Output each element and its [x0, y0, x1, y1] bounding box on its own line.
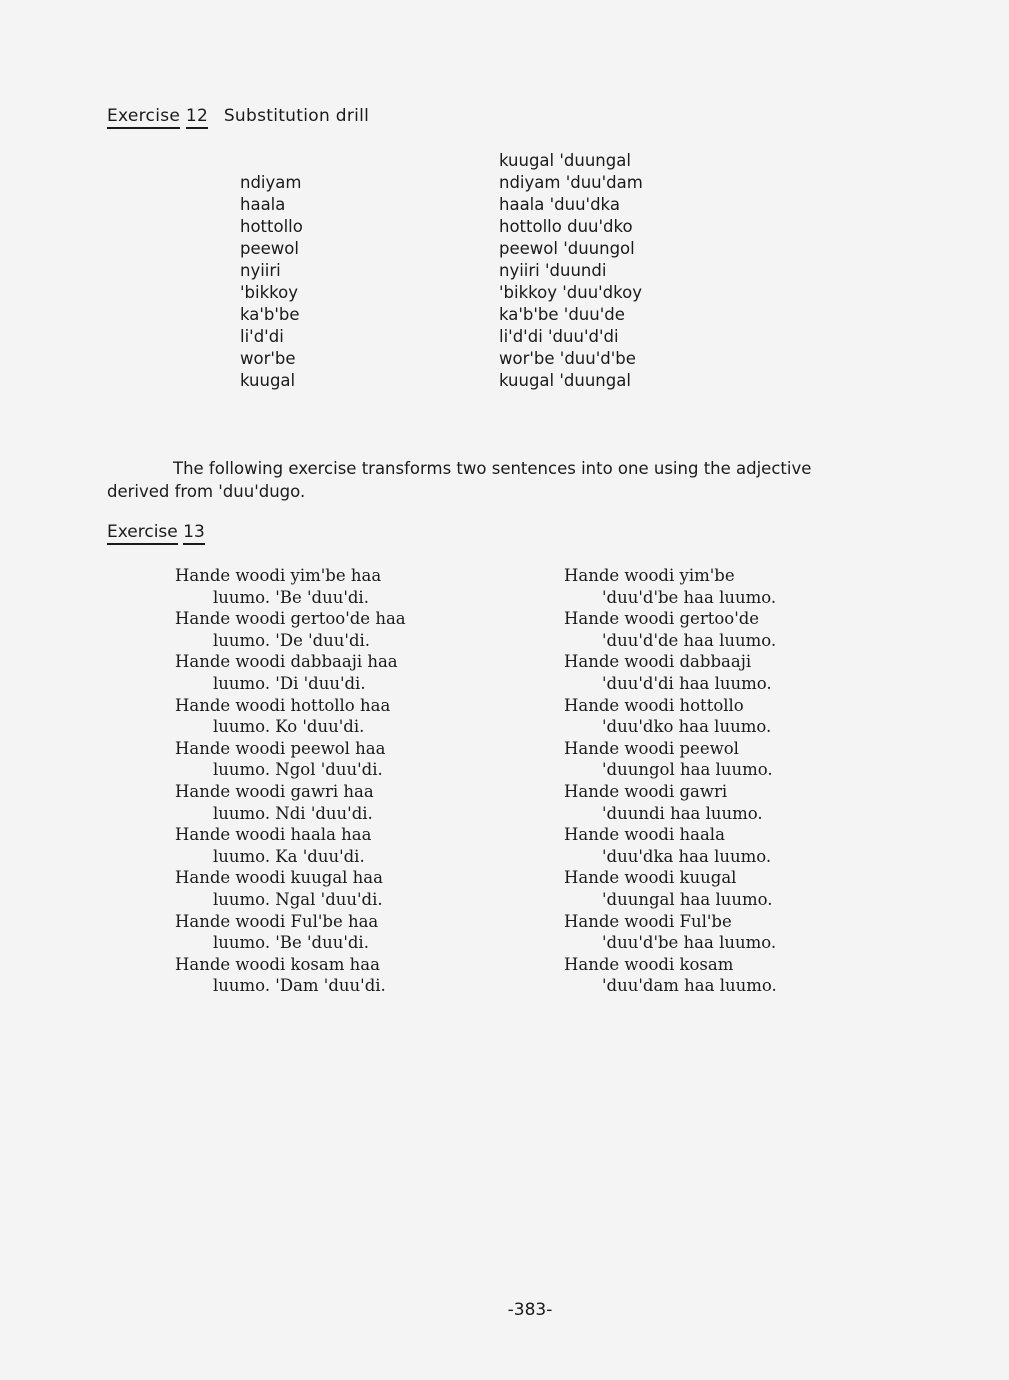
sentence-line: Hande woodi gawri: [564, 781, 728, 801]
sentence-line: Hande woodi yim'be: [564, 566, 735, 585]
sentence-line: 'duu'dam haa luumo.: [602, 976, 777, 996]
sentence-line: 'duungal haa luumo.: [602, 889, 773, 909]
sentence-line: Hande woodi kuugal haa: [175, 868, 383, 888]
sentence-line: Hande woodi peewol haa: [175, 738, 386, 758]
sentence-line: Hande woodi Ful'be haa: [175, 911, 379, 931]
sentence-pair: [564, 867, 777, 910]
sentence-line: Hande woodi yim'be haa: [175, 566, 382, 585]
sentence-line: Hande woodi Ful'be: [564, 911, 732, 931]
sentence-line: 'duundi haa luumo.: [602, 803, 763, 823]
sentence-line: Hande woodi dabbaaji: [564, 652, 752, 672]
drill-response: nyiiri 'duundi: [499, 261, 607, 280]
sentence-line: Hande woodi hottollo haa: [175, 695, 391, 715]
sentence-pair: [564, 608, 777, 651]
sentence-pair: [175, 781, 406, 824]
sentence-line: luumo. Ndi 'duu'di.: [213, 803, 373, 823]
sentence-line: Hande woodi kosam: [564, 954, 734, 974]
sentence-pair: [175, 954, 406, 997]
sentence-pair: [175, 867, 406, 910]
drill-cue: nyiiri: [240, 261, 281, 280]
drill-cue: kuugal: [240, 371, 296, 390]
sentence-line: luumo. 'Be 'duu'di.: [213, 587, 369, 607]
sentence-line: Hande woodi gawri haa: [175, 781, 374, 801]
sentence-line: 'duu'd'be haa luumo.: [602, 933, 777, 953]
sentence-line: luumo. Ngol 'duu'di.: [213, 760, 383, 780]
sentence-line: Hande woodi gertoo'de haa: [175, 609, 406, 629]
page-number: -383-: [507, 1300, 553, 1320]
drill-response: ka'b'be 'duu'de: [499, 305, 625, 324]
drill-response: kuugal 'duungal: [499, 151, 631, 170]
exercise-13-right-column: [564, 565, 777, 997]
exercise-13-number: 13: [183, 522, 205, 545]
exercise-12-number: 12: [186, 106, 208, 129]
drill-response: peewol 'duungol: [499, 239, 635, 258]
sentence-pair: [175, 738, 406, 781]
sentence-pair: [564, 565, 777, 608]
drill-cue: li'd'di: [240, 327, 284, 346]
exercise-13-left-column: [175, 565, 406, 997]
intro-line-2: derived from 'duu'dugo.: [107, 482, 306, 501]
sentence-line: luumo. Ka 'duu'di.: [213, 846, 365, 866]
exercise-12-left-column: [240, 172, 303, 392]
sentence-pair: [564, 738, 777, 781]
drill-cue: peewol: [240, 239, 299, 258]
sentence-pair: [564, 695, 777, 738]
sentence-line: Hande woodi gertoo'de: [564, 609, 760, 629]
drill-response: kuugal 'duungal: [499, 371, 631, 390]
sentence-line: Hande woodi peewol: [564, 738, 739, 758]
sentence-line: Hande woodi kuugal: [564, 868, 737, 888]
sentence-pair: [564, 781, 777, 824]
sentence-line: luumo. 'Dam 'duu'di.: [213, 976, 386, 996]
intro-paragraph: [107, 457, 907, 503]
drill-response: 'bikkoy 'duu'dkoy: [499, 283, 642, 302]
sentence-line: Hande woodi haala: [564, 825, 725, 845]
drill-cue: 'bikkoy: [240, 283, 298, 302]
sentence-line: 'duu'd'di haa luumo.: [602, 673, 772, 693]
sentence-pair: [564, 911, 777, 954]
exercise-13-label: Exercise: [107, 522, 178, 545]
sentence-pair: [175, 565, 406, 608]
exercise-12-heading: [107, 106, 369, 126]
sentence-pair: [175, 695, 406, 738]
drill-cue: hottollo: [240, 217, 303, 236]
exercise-12-label: Exercise: [107, 106, 180, 129]
sentence-line: Hande woodi hottollo: [564, 695, 744, 715]
exercise-13-heading: [107, 522, 205, 542]
sentence-pair: [175, 608, 406, 651]
exercise-12-right-column: [499, 150, 643, 392]
sentence-pair: [175, 651, 406, 694]
sentence-line: Hande woodi haala haa: [175, 825, 372, 845]
sentence-line: luumo. Ngal 'duu'di.: [213, 889, 383, 909]
sentence-line: luumo. 'Di 'duu'di.: [213, 673, 366, 693]
exercise-12-subtitle: Substitution drill: [223, 106, 370, 126]
drill-cue: wor'be: [240, 349, 296, 368]
sentence-pair: [564, 651, 777, 694]
sentence-line: 'duu'd'de haa luumo.: [602, 630, 777, 650]
sentence-pair: [564, 824, 777, 867]
drill-cue: haala: [240, 195, 286, 214]
sentence-line: 'duungol haa luumo.: [602, 760, 773, 780]
drill-response: wor'be 'duu'd'be: [499, 349, 636, 368]
sentence-line: luumo. 'Be 'duu'di.: [213, 933, 369, 953]
drill-response: li'd'di 'duu'd'di: [499, 327, 619, 346]
drill-response: ndiyam 'duu'dam: [499, 173, 643, 192]
drill-cue: ndiyam: [240, 173, 302, 192]
sentence-line: 'duu'dka haa luumo.: [602, 846, 772, 866]
sentence-line: 'duu'dko haa luumo.: [602, 717, 772, 737]
sentence-line: luumo. Ko 'duu'di.: [213, 717, 365, 737]
sentence-line: Hande woodi dabbaaji haa: [175, 652, 398, 672]
sentence-line: Hande woodi kosam haa: [175, 954, 380, 974]
sentence-line: luumo. 'De 'duu'di.: [213, 630, 371, 650]
sentence-line: 'duu'd'be haa luumo.: [602, 587, 777, 607]
intro-line-1: The following exercise transforms two sentences into one using the adjective: [173, 459, 812, 478]
sentence-pair: [175, 911, 406, 954]
sentence-pair: [175, 824, 406, 867]
drill-cue: ka'b'be: [240, 305, 300, 324]
drill-response: haala 'duu'dka: [499, 195, 620, 214]
sentence-pair: [564, 954, 777, 997]
drill-response: hottollo duu'dko: [499, 217, 633, 236]
